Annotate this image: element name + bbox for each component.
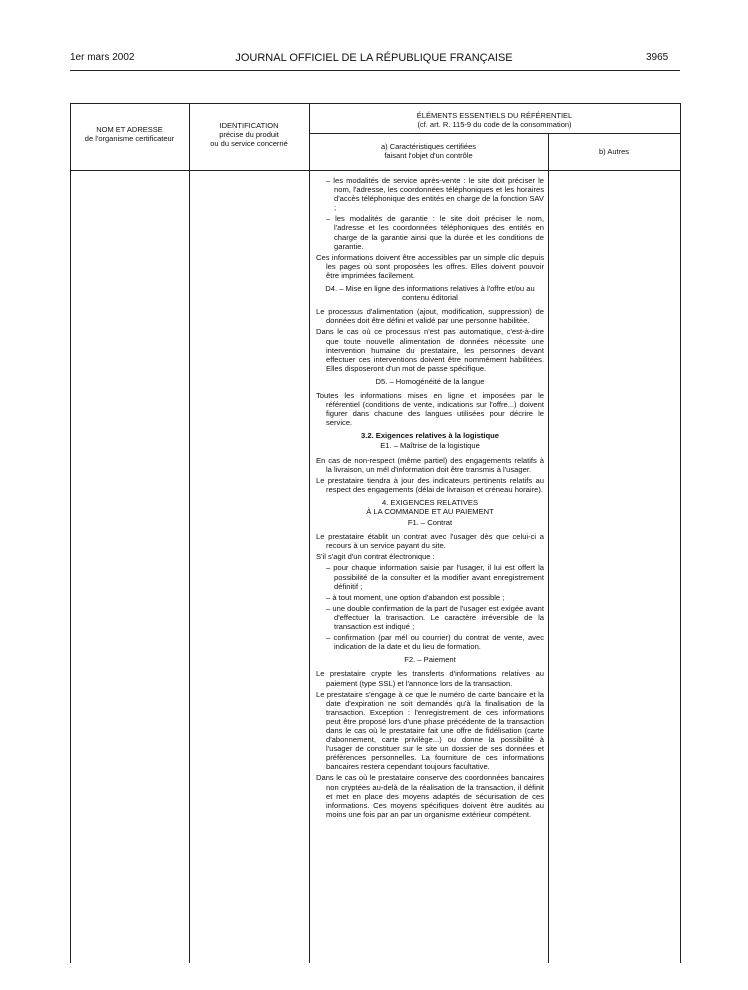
- paragraph: Dans le cas où le prestataire conserve des coordonnées bancaires non cryptées au-delà de la réalisation de la transaction, il définit et met en place des moyens adaptés de sécurisation de ces informations. Ces moyens spécifiques doivent être audités au moins une fois par an par un organisme extérieur compétent.: [316, 773, 544, 819]
- list-item: – une double confirmation de la part de l'usager est exigée avant d'effectuer la transaction. Le caractère irréversible de la transaction est indiqué ;: [326, 603, 544, 632]
- paragraph: S'il s'agit d'un contrat électronique :: [316, 552, 435, 562]
- header-title: JOURNAL OFFICIEL DE LA RÉPUBLIQUE FRANÇAISE: [235, 52, 513, 64]
- paragraph: Le prestataire crypte les transferts d'informations relatives au paiement (type SSL) et l'annonce lors de la transaction.: [316, 669, 544, 688]
- section-heading-d5: D5. – Homogénéité de la langue: [375, 376, 485, 386]
- paragraph: Dans le cas où ce processus n'est pas automatique, c'est-à-dire que toute nouvelle alimentation de données nécessite une intervention humaine du prestataire, les personnes devant effectuer ces interventions doivent être nommément habilitées. Elles disposeront d'un mot de passe spécifique.: [316, 327, 544, 373]
- list-item: – confirmation (par mél ou courrier) du contrat de vente, avec indication de la date et du lieu de formation.: [326, 633, 544, 652]
- list-item: – à tout moment, une option d'abandon est possible ;: [326, 592, 505, 602]
- table-left-border: [70, 103, 71, 963]
- paragraph: Ces informations doivent être accessibles par un simple clic depuis les pages où sont proposées les offres. Elles doivent pouvoir être imprimées facilement.: [316, 252, 544, 280]
- section-heading-d4: D4. – Mise en ligne des informations relatives à l'offre et/ou au contenu éditorial: [325, 284, 535, 303]
- col-header-autres: b) Autres: [598, 147, 629, 156]
- col-divider-2: [309, 103, 310, 963]
- section-heading-e1: E1. – Maîtrise de la logistique: [380, 441, 480, 451]
- section-heading-f2: F2. – Paiement: [404, 655, 456, 665]
- section-heading-4a: 4. EXIGENCES RELATIVES: [381, 497, 479, 507]
- col-header-elements: ÉLÉMENTS ESSENTIELS DU RÉFÉRENTIEL (cf. art. R. 115-9 du code de la consommation): [416, 111, 573, 129]
- paragraph: Le prestataire établit un contrat avec l'usager dès que celui-ci a recours à un service payant du site.: [316, 532, 544, 551]
- header-rule: [70, 70, 680, 71]
- header-date: 1er mars 2002: [70, 52, 135, 63]
- paragraph: Le prestataire tiendra à jour des indicateurs pertinents relatifs au respect des engagements (délai de livraison et créneau horaire).: [316, 475, 544, 494]
- section-heading-f1: F1. – Contrat: [407, 518, 453, 528]
- list-item: – pour chaque information saisie par l'usager, il lui est offert la possibilité de la consulter et la modifier avant enregistrement définitif ;: [326, 563, 544, 591]
- table-top-border: [70, 103, 680, 104]
- paragraph: – les modalités de garantie : le site doit préciser le nom, l'adresse et les coordonnées téléphoniques des entités en charge de la garantie ainsi que la durée et les conditions de garantie.: [326, 214, 544, 251]
- col-header-identification: IDENTIFICATION précise du produit ou du service concerné: [210, 121, 288, 148]
- paragraph: En cas de non-respect (même partiel) des engagements relatifs à la livraison, un mél d'information doit être transmis à l'usager.: [316, 455, 544, 474]
- caracteristiques-content: [316, 176, 544, 821]
- col-divider-1: [189, 103, 190, 963]
- col-header-caracteristiques: a) Caractéristiques certifiées faisant l'objet d'un contrôle: [380, 142, 477, 160]
- section-heading-4b: À LA COMMANDE ET AU PAIEMENT: [366, 507, 494, 516]
- col-header-organisme: NOM ET ADRESSE de l'organisme certificateur: [84, 125, 175, 143]
- col-divider-3: [548, 133, 549, 963]
- referentiel-table: [70, 103, 680, 963]
- paragraph: Toutes les informations mises en ligne et imposées par le référentiel (conditions de vente, indications sur l'offre...) doivent figurer dans chacune des langues utilisées pour décrire le service.: [316, 390, 544, 428]
- table-header-bottom-border: [70, 170, 680, 171]
- paragraph: – les modalités de service après-vente : le site doit préciser le nom, l'adresse, les coordonnées téléphoniques et les horaires d'accès téléphonique des entités en charge de la fonction SAV ;: [326, 176, 544, 213]
- paragraph: Le prestataire s'engage à ce que le numéro de carte bancaire et la date d'expiration ne soit demandés qu'à la finalisation de la transaction. Exception : l'enregistrement de ces informations peut être proposé lors d'une phase précédente de la transaction dans le cas où le prestataire fait une offre de fidélisation (carte d'abonnement, carte privilège...) ou donne la possibilité à l'usager de constituer sur le site un dossier de ses données et préférences personnelles. La fourniture de ces informations bancaires restera cependant toujours facultative.: [316, 689, 544, 772]
- table-right-border: [680, 103, 681, 963]
- paragraph: Le processus d'alimentation (ajout, modification, suppression) de données doit être défini et validé par une personne habilitée.: [316, 307, 544, 326]
- section-heading-3-2: 3.2. Exigences relatives à la logistique: [360, 431, 500, 441]
- header-page-number: 3965: [646, 52, 669, 63]
- table-subheader-border: [309, 133, 680, 134]
